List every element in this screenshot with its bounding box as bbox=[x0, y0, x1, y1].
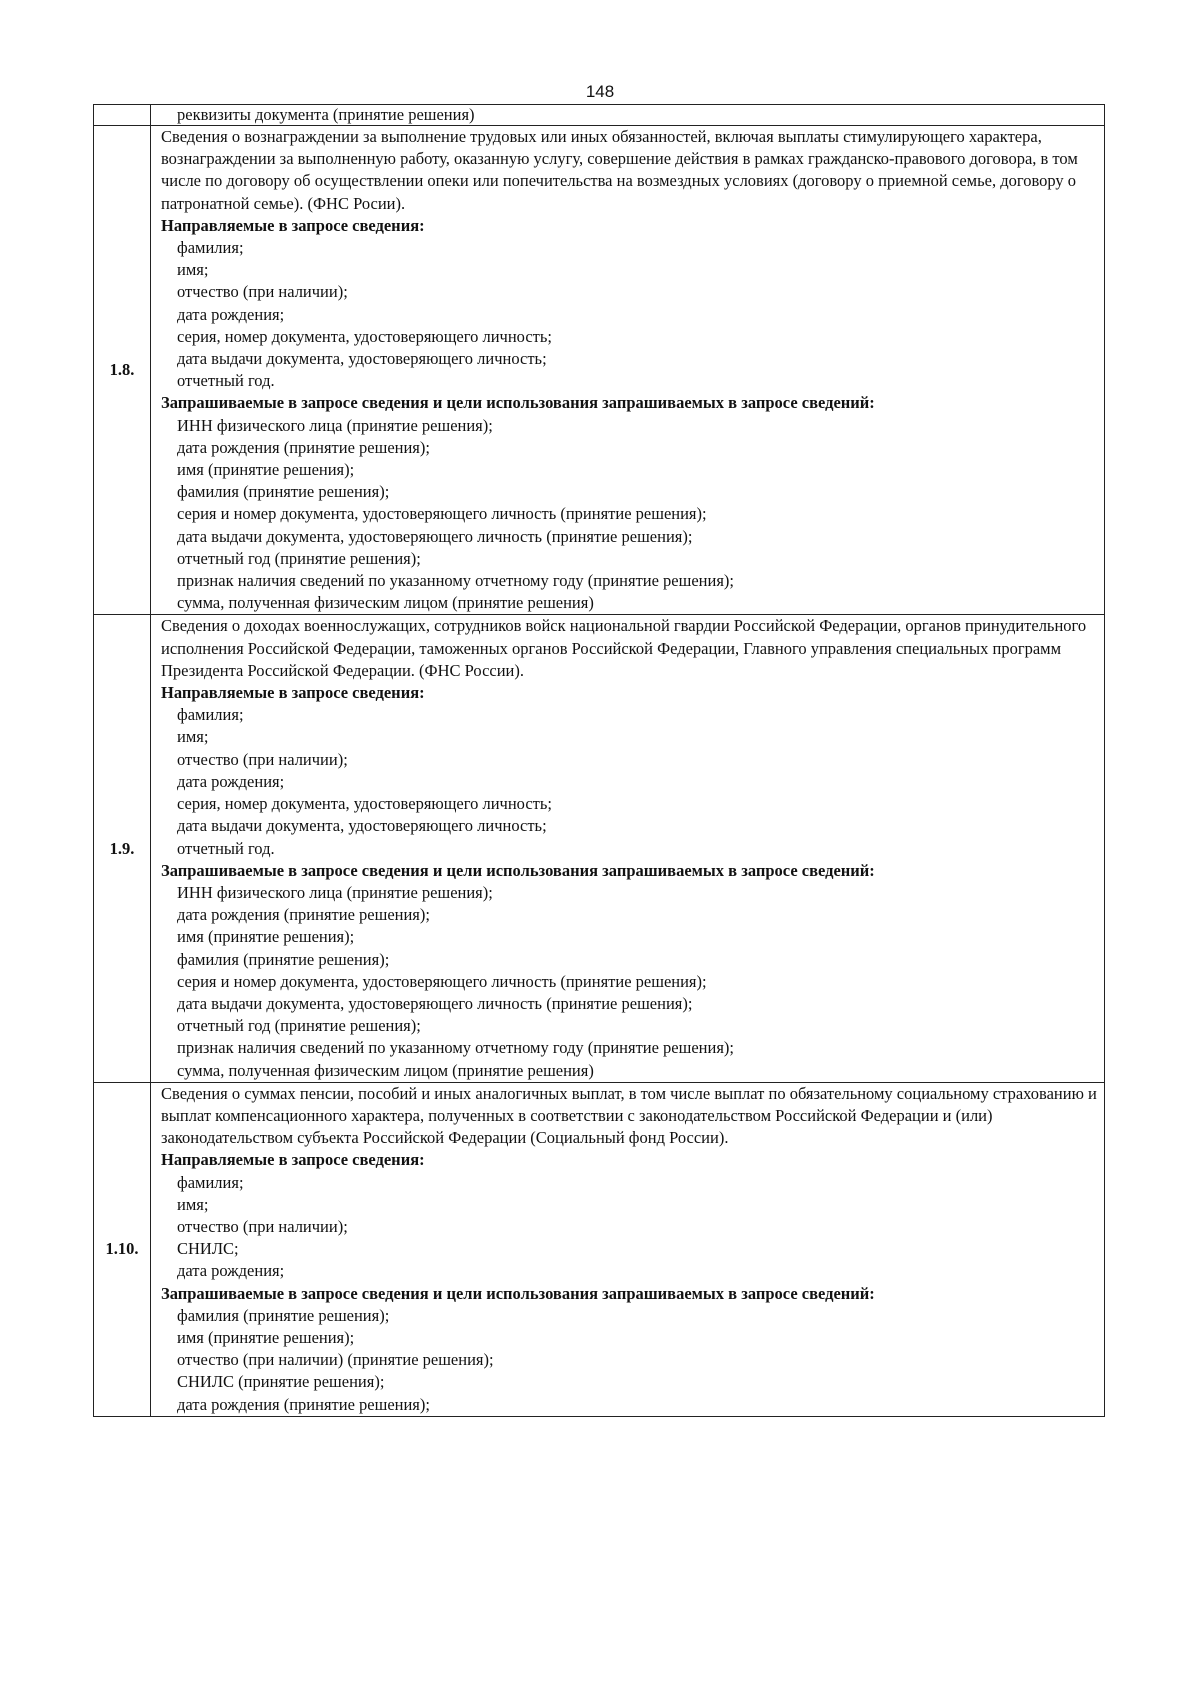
requested-field-item: дата рождения (принятие решения); bbox=[177, 1394, 430, 1414]
requested-field-item: признак наличия сведений по указанному отчетному году (принятие решения); bbox=[177, 1038, 734, 1058]
requested-field-item: отчетный год (принятие решения); bbox=[177, 548, 421, 568]
sent-field-item: отчетный год. bbox=[177, 838, 275, 858]
continuation-row bbox=[94, 105, 1105, 126]
requested-field-item: серия и номер документа, удостоверяющего личность (принятие решения); bbox=[177, 504, 707, 524]
section-number: 1.9. bbox=[94, 615, 151, 1082]
continuation-cell bbox=[151, 105, 1105, 126]
requested-field-item: СНИЛС (принятие решения); bbox=[177, 1372, 385, 1392]
sent-field-item: дата выдачи документа, удостоверяющего личность; bbox=[177, 349, 547, 369]
section-row bbox=[94, 1082, 1105, 1416]
section-row bbox=[94, 615, 1105, 1082]
requested-field-item: дата рождения (принятие решения); bbox=[177, 437, 430, 457]
requested-field-item: дата рождения (принятие решения); bbox=[177, 905, 430, 925]
requested-fields-list bbox=[161, 1305, 1098, 1416]
sent-field-item: отчетный год. bbox=[177, 371, 275, 391]
requested-field-item: имя (принятие решения); bbox=[177, 460, 355, 480]
sent-fields-heading: Направляемые в запросе сведения: bbox=[161, 1150, 425, 1170]
requested-field-item: сумма, полученная физическим лицом (принятие решения) bbox=[177, 1060, 594, 1080]
section-description: Сведения о доходах военнослужащих, сотрудников войск национальной гвардии Российской Федерации, органов принудительного исполнения Российской Федерации, таможенных органов Российской Федерации, Главного управления специальных программ Президента Российской Федерации. (ФНС России). bbox=[161, 616, 1087, 680]
requested-fields-heading: Запрашиваемые в запросе сведения и цели использования запрашиваемых в запросе сведений: bbox=[161, 393, 875, 413]
requested-field-item: признак наличия сведений по указанному отчетному году (принятие решения); bbox=[177, 571, 734, 591]
requested-fields-heading: Запрашиваемые в запросе сведения и цели использования запрашиваемых в запросе сведений: bbox=[161, 860, 875, 880]
sent-fields-list bbox=[161, 1172, 1098, 1283]
sent-field-item: имя; bbox=[177, 260, 209, 280]
section-content bbox=[151, 1082, 1105, 1416]
sent-field-item: дата рождения; bbox=[177, 304, 285, 324]
sent-field-item: имя; bbox=[177, 1194, 209, 1214]
sent-field-item: дата выдачи документа, удостоверяющего личность; bbox=[177, 816, 547, 836]
requested-field-item: имя (принятие решения); bbox=[177, 927, 355, 947]
requested-field-item: дата выдачи документа, удостоверяющего личность (принятие решения); bbox=[177, 526, 693, 546]
sent-field-item: дата рождения; bbox=[177, 771, 285, 791]
requested-field-item: фамилия (принятие решения); bbox=[177, 949, 390, 969]
sent-field-item: отчество (при наличии); bbox=[177, 1216, 348, 1236]
sent-field-item: фамилия; bbox=[177, 238, 244, 258]
requested-field-item: дата выдачи документа, удостоверяющего личность (принятие решения); bbox=[177, 993, 693, 1013]
section-row bbox=[94, 126, 1105, 615]
requested-field-item: фамилия (принятие решения); bbox=[177, 482, 390, 502]
requested-fields-heading: Запрашиваемые в запросе сведения и цели использования запрашиваемых в запросе сведений: bbox=[161, 1283, 875, 1303]
page-number: 148 bbox=[585, 82, 615, 101]
section-content bbox=[151, 126, 1105, 615]
sent-fields-list bbox=[161, 237, 1098, 392]
sent-field-item: отчество (при наличии); bbox=[177, 282, 348, 302]
continuation-text: реквизиты документа (принятие решения) bbox=[177, 105, 475, 124]
requested-field-item: фамилия (принятие решения); bbox=[177, 1305, 390, 1325]
section-description: Сведения о суммах пенсии, пособий и иных аналогичных выплат, в том числе выплат по обязательному социальному страхованию и выплат компенсационного характера, полученных в соответствии с законодательством Российской Федерации и (или) законодательством субъекта Российской Федерации (Социальный фонд России). bbox=[161, 1083, 1097, 1148]
sent-field-item: СНИЛС; bbox=[177, 1239, 239, 1259]
section-content bbox=[151, 615, 1105, 1082]
section-number: 1.8. bbox=[94, 126, 151, 615]
sent-field-item: имя; bbox=[177, 727, 209, 747]
requested-field-item: ИНН физического лица (принятие решения); bbox=[177, 415, 493, 435]
requested-fields-list bbox=[161, 415, 1098, 615]
requested-field-item: серия и номер документа, удостоверяющего личность (принятие решения); bbox=[177, 971, 707, 991]
sent-field-item: фамилия; bbox=[177, 1172, 244, 1192]
requested-field-item: отчество (при наличии) (принятие решения); bbox=[177, 1350, 494, 1370]
requested-field-item: имя (принятие решения); bbox=[177, 1327, 355, 1347]
requested-field-item: отчетный год (принятие решения); bbox=[177, 1016, 421, 1036]
sent-fields-list bbox=[161, 704, 1098, 859]
sent-field-item: дата рождения; bbox=[177, 1261, 285, 1281]
sent-fields-heading: Направляемые в запросе сведения: bbox=[161, 683, 425, 703]
section-description: Сведения о вознаграждении за выполнение трудовых или иных обязанностей, включая выплаты стимулирующего характера, вознаграждении за выполненную работу, оказанную услугу, совершение действия в рамках гражданско-правового договора, в том числе по договору об осуществлении опеки или попечительства на возмездных условиях (договору о приемной семье, договору о патронатной семье). (ФНС Росии). bbox=[161, 127, 1078, 213]
sent-fields-heading: Направляемые в запросе сведения: bbox=[161, 215, 425, 235]
document-table bbox=[93, 104, 1105, 1417]
requested-field-item: сумма, полученная физическим лицом (принятие решения) bbox=[177, 593, 594, 613]
sent-field-item: фамилия; bbox=[177, 705, 244, 725]
sent-field-item: отчество (при наличии); bbox=[177, 749, 348, 769]
continuation-num-cell bbox=[94, 105, 151, 126]
requested-fields-list bbox=[161, 882, 1098, 1082]
requested-field-item: ИНН физического лица (принятие решения); bbox=[177, 882, 493, 902]
section-number: 1.10. bbox=[94, 1082, 151, 1416]
sent-field-item: серия, номер документа, удостоверяющего личность; bbox=[177, 794, 552, 814]
sent-field-item: серия, номер документа, удостоверяющего личность; bbox=[177, 326, 552, 346]
